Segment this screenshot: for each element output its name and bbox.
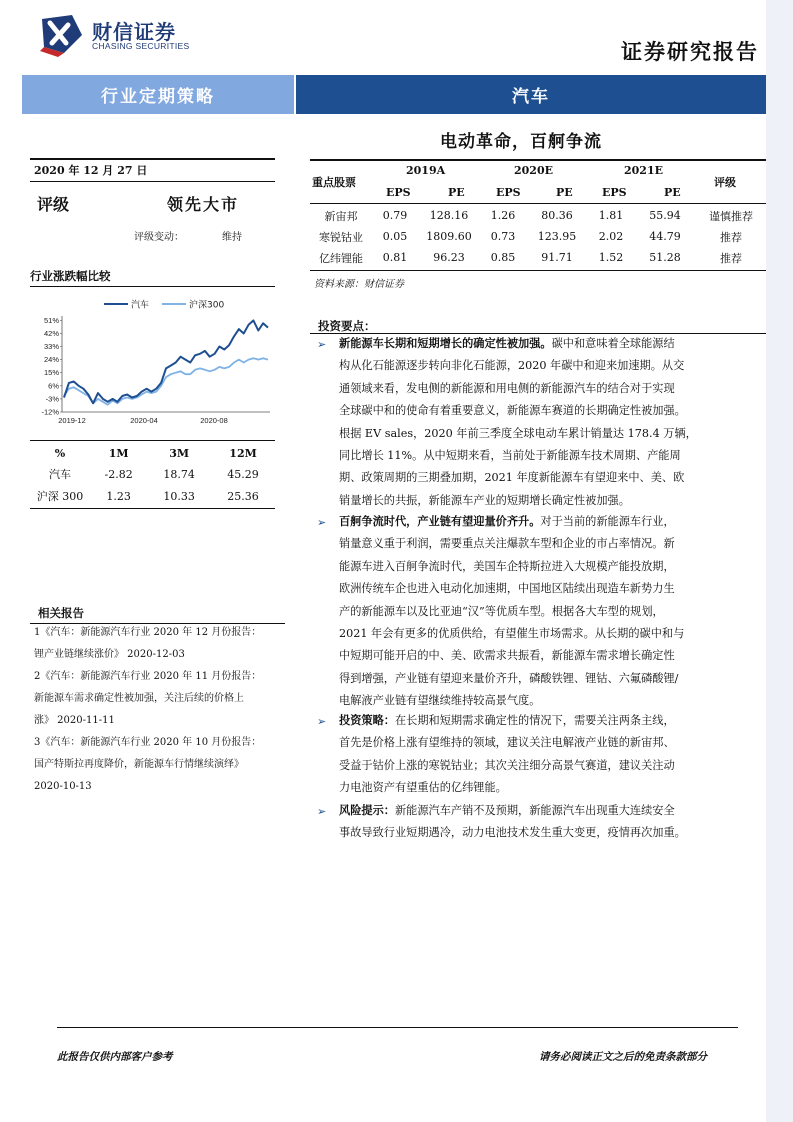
stock-table	[310, 205, 766, 268]
chart-legend-label: 汽车	[131, 300, 150, 311]
stock-sub-header: EPS	[386, 186, 411, 199]
perf-cell: 沪深 300	[36, 490, 84, 503]
stock-cell: 2.02	[598, 230, 624, 243]
stock-cell: 128.16	[429, 209, 469, 222]
stock-cell: 0.73	[490, 230, 516, 243]
rating-value: 领先大市	[167, 195, 240, 214]
related-title: 相关报告	[38, 606, 84, 620]
invest-line: 2021 年会有更多的优质供给，有望催生市场需求。从长期的碳中和与	[339, 627, 685, 641]
related-list	[34, 622, 296, 798]
related-item-line: 涨》 2020-11-11	[34, 715, 115, 726]
invest-line: 受益于钴价上涨的寒锐钴业；其次关注细分高景气赛道，建议关注动	[339, 758, 675, 772]
invest-title: 投资要点：	[318, 319, 376, 333]
stock-rating: 推荐	[720, 251, 742, 265]
invest-line: 产的新能源车以及比亚迪“汉”等优质车型。根据各大车型的规划，	[339, 604, 664, 618]
stock-name: 亿纬锂能	[319, 251, 363, 265]
perf-cell: 1.23	[106, 489, 131, 503]
invest-line: 欧洲传统车企也进入电动化加速期，中国地区陆续出现造车新势力生	[339, 582, 675, 596]
logo-mark-icon	[38, 13, 86, 57]
stock-rating: 推荐	[720, 230, 742, 244]
invest-p3-lead: 投资策略：	[339, 713, 395, 727]
chart-y-tick-label: 42%	[43, 328, 59, 338]
invest-line: 碳中和意味着全球能源结	[551, 337, 675, 350]
rating-change-value: 维持	[222, 232, 242, 243]
stock-cell: 123.95	[537, 230, 577, 243]
chart-y-tick-label: 33%	[43, 342, 59, 352]
bullet-arrow-icon: ➢	[317, 805, 327, 818]
perf-line-chart	[28, 294, 276, 430]
chart-series-line-hs300	[64, 358, 268, 405]
invest-line: 期、政策周期的三期叠加期，2021 年度新能源车有望迎来中、美、欧	[339, 471, 685, 485]
bullet-arrow-icon: ➢	[317, 338, 327, 351]
perf-header-cell: 1M	[108, 446, 129, 460]
invest-p4-lead: 风险提示：	[339, 803, 395, 817]
invest-p1-lead: 新能源车长期和短期增长的确定性被加强。	[339, 336, 552, 350]
stock-rating-header: 评级	[714, 176, 736, 189]
report-headline: 电动革命，百舸争流	[440, 132, 602, 152]
bullet-arrow-icon: ➢	[317, 516, 327, 529]
stock-cell: 1.81	[598, 209, 624, 222]
band-industry: 汽车	[296, 75, 766, 114]
chart-y-tick-label: 51%	[43, 315, 59, 325]
stock-name: 新宙邦	[324, 209, 358, 223]
logo-name-en: CHASING SECURITIES	[92, 41, 190, 51]
stock-table-bottom-rule	[310, 270, 766, 271]
related-item-line: 新能源车需求确定性被加强，关注后续的价格上	[34, 693, 244, 704]
invest-line: 同比增长 11%。从中短期来看，当前处于新能源车技术周期、产能周	[339, 449, 681, 463]
chart-y-tick-label: 15%	[43, 368, 59, 378]
invest-line: 事故导致行业短期遇冷，动力电池技术发生重大变更，疫情再次加重。	[339, 826, 686, 840]
stock-rating: 谨慎推荐	[709, 209, 753, 223]
stock-sub-header: PE	[664, 186, 681, 199]
related-item-line: 锂产业链继续涨价》 2020-12-03	[34, 649, 185, 660]
footer-rule	[57, 1027, 738, 1028]
footer-right-note: 请务必阅读正文之后的免责条款部分	[539, 1051, 707, 1063]
report-type-title: 证券研究报告	[621, 39, 759, 64]
stock-cell: 96.23	[433, 251, 465, 264]
stock-sub-header: EPS	[496, 186, 521, 199]
perf-cell: 18.74	[163, 467, 195, 481]
chart-y-tick-label: 24%	[43, 355, 59, 365]
invest-line: 新能源汽车产销不及预期，新能源汽车出现重大连续安全	[394, 804, 675, 817]
chart-x-tick-label: 2020-04	[130, 416, 158, 425]
rating-change-label: 评级变动：	[134, 232, 184, 243]
perf-cell: 45.29	[227, 467, 259, 481]
perf-cell: 25.36	[227, 489, 259, 503]
perf-title: 行业涨跌幅比较	[30, 269, 111, 283]
invest-line: 在长期和短期需求确定性的情况下，需要关注两条主线，	[394, 714, 675, 727]
stock-table-header-rule	[310, 203, 766, 204]
stock-cell: 0.05	[382, 230, 408, 243]
stock-table-source: 资料来源：财信证券	[314, 279, 404, 290]
stock-year-2020: 2020E	[514, 164, 553, 177]
related-item-line: 2《汽车：新能源汽车行业 2020 年 11 月份报告：	[34, 671, 262, 682]
stock-cell: 80.36	[541, 209, 573, 222]
invest-paragraph-1	[339, 332, 751, 512]
perf-table-bottom-rule	[30, 508, 275, 509]
invest-line: 中短期可能开启的中、美、欧需求共振看，新能源车需求增长确定性	[339, 649, 675, 663]
stock-sub-header: PE	[556, 186, 573, 199]
invest-line: 对于当前的新能源车行业，	[540, 515, 675, 528]
stock-cell: 0.81	[382, 251, 408, 264]
stock-table-top-rule	[310, 159, 766, 161]
logo-name-cn: 财信证券	[92, 20, 176, 44]
perf-header-cell: 3M	[169, 446, 190, 460]
company-logo	[38, 13, 86, 57]
stock-year-2019: 2019A	[406, 164, 446, 177]
stock-sub-header: EPS	[602, 186, 627, 199]
related-item-line: 1《汽车：新能源汽车行业 2020 年 12 月份报告：	[34, 627, 262, 638]
perf-cell: 汽车	[49, 468, 71, 481]
related-item-line: 国产特斯拉再度降价，新能源车行情继续演绎》	[34, 759, 244, 770]
chart-y-tick-label: -3%	[45, 394, 59, 404]
stock-cell: 1809.60	[426, 230, 472, 243]
stock-cell: 44.79	[649, 230, 681, 243]
perf-header-cell: %	[54, 446, 66, 460]
stock-cell: 91.71	[541, 251, 573, 264]
perf-cell: 10.33	[163, 489, 195, 503]
stock-table-title: 重点股票	[312, 176, 356, 189]
perf-title-rule	[30, 286, 275, 287]
perf-cell: -2.82	[104, 467, 133, 481]
invest-line: 首先是价格上涨有望维持的领域，建议关注电解液产业链的新宙邦、	[339, 736, 675, 750]
stock-cell: 51.28	[649, 251, 681, 264]
invest-line: 构从化石能源逐步转向非化石能源，2020 年碳中和迎来加速期。从交	[339, 359, 685, 373]
invest-line: 根据 EV sales，2020 年前三季度全球电动车累计销量达 178.4 万辆，	[339, 426, 697, 440]
stock-cell: 1.26	[490, 209, 516, 222]
chart-x-tick-label: 2020-08	[200, 416, 228, 425]
related-item-line: 3《汽车：新能源汽车行业 2020 年 10 月份报告：	[34, 737, 262, 748]
left-top-rule	[30, 158, 275, 160]
chart-x-tick-label: 2019-12	[58, 416, 86, 425]
related-item-line: 2020-10-13	[34, 781, 92, 792]
stock-year-2021: 2021E	[624, 164, 663, 177]
stock-cell: 55.94	[649, 209, 681, 222]
perf-table	[30, 443, 275, 507]
invest-line: 全球碳中和的使命有着重要意义，新能源车赛道的长期确定性被加强。	[339, 404, 686, 418]
invest-paragraph-3	[339, 709, 751, 800]
invest-paragraph-4	[339, 799, 751, 845]
perf-header-cell: 12M	[229, 446, 257, 460]
invest-paragraph-2	[339, 510, 751, 713]
chart-series-line-auto	[64, 320, 268, 403]
stock-sub-header: PE	[448, 186, 465, 199]
stock-cell: 0.85	[490, 251, 516, 264]
chart-y-tick-label: -12%	[41, 407, 59, 417]
bullet-arrow-icon: ➢	[317, 715, 327, 728]
page-side-strip	[766, 0, 793, 1122]
stock-name: 寒锐钴业	[319, 230, 363, 244]
invest-line: 销量增长的共振，新能源车产业的短期增长确定性被加强。	[339, 493, 630, 507]
chart-y-tick-label: 6%	[48, 381, 59, 391]
invest-line: 电解液产业链有望继续维持较高景气度。	[339, 694, 541, 708]
footer-left-note: 此报告仅供内部客户参考	[57, 1051, 173, 1063]
invest-line: 能源车进入百舸争流时代，美国车企特斯拉进入大规模产能投放期，	[339, 559, 675, 573]
invest-line: 销量意义重于利润，需要重点关注爆款车型和企业的市占率情况。新	[339, 537, 675, 551]
report-date: 2020 年 12 月 27 日	[34, 164, 148, 177]
rating-label: 评级	[37, 195, 70, 214]
invest-line: 力电池资产有望重估的亿纬锂能。	[339, 781, 507, 795]
invest-line: 通领域来看，发电侧的新能源和用电侧的新能源汽车的结合对于实现	[339, 381, 675, 395]
left-date-rule	[30, 181, 275, 182]
stock-cell: 1.52	[598, 251, 624, 264]
band-category: 行业定期策略	[22, 75, 294, 114]
stock-cell: 0.79	[382, 209, 408, 222]
invest-line: 得到增强，产业链有望迎来量价齐升，磷酸铁锂、锂钴、六氟磷酸锂/	[339, 671, 679, 685]
perf-table-top-rule	[30, 440, 275, 441]
invest-p2-lead: 百舸争流时代，产业链有望迎量价齐升。	[339, 514, 541, 528]
chart-legend-label: 沪深300	[189, 300, 225, 311]
